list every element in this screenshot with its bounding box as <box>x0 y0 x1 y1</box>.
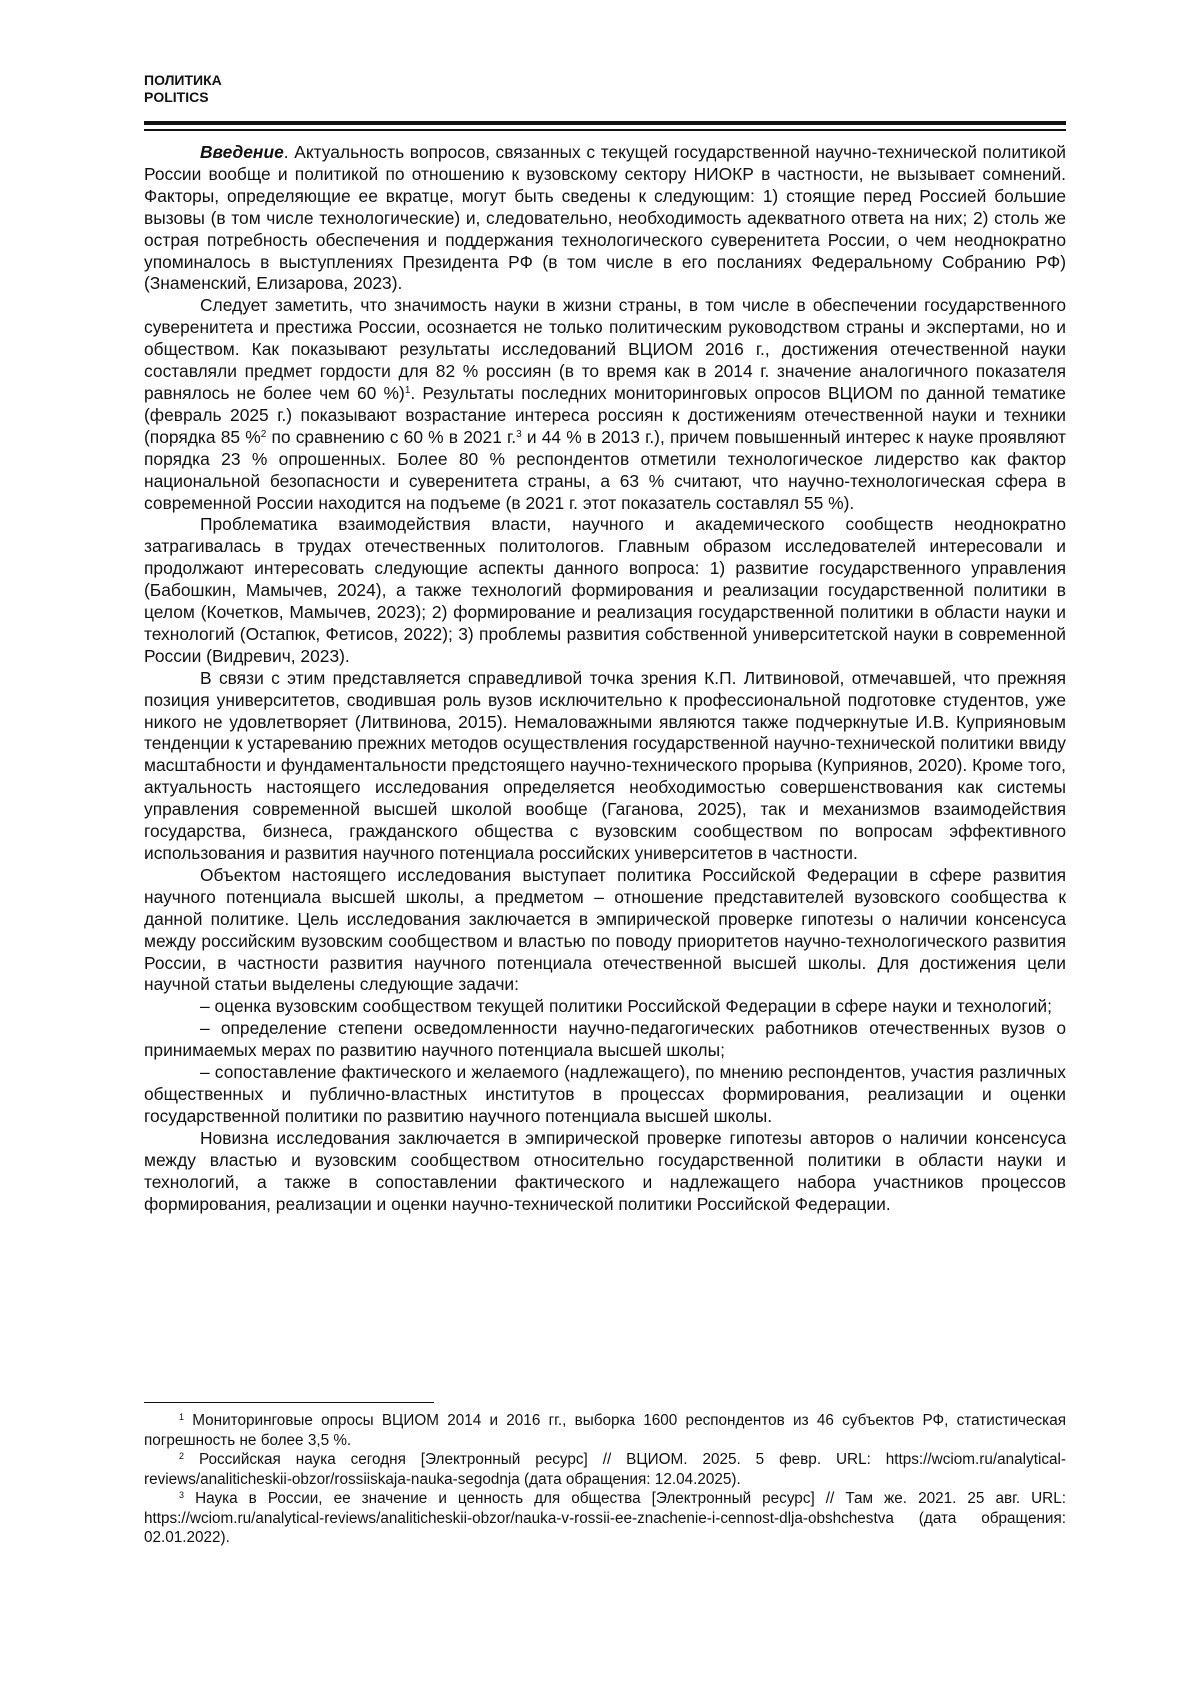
footnote-ref-1[interactable]: 1 <box>404 384 411 396</box>
paragraph-text: Следует заметить, что значимость науки в жизни страны, в том числе в обеспечении государственного суверенитета и престижа России, осознается не только политическим руководством страны и экспертами, но и обществом. Как показывают результаты исследований ВЦИОМ 2016 г., достижения отечественной науки составляли предмет гордости для 82 % россиян (в то время как в 2014 г. значение аналогичного показателя равнялось не более чем 60 %) <box>144 295 1066 403</box>
section-title-en: POLITICS <box>144 89 209 105</box>
paragraph-text: . Актуальность вопросов, связанных с текущей государственной научно-технической политикой России вообще и политикой по отношению к вузовскому сектору НИОКР в частности, не вызывает сомнений. Факторы, определяющие ее вкратце, могут быть сведены к следующим: 1) стоящие перед Россией большие вызовы (в том числе технологические) и, следовательно, необходимость адекватного ответа на них; 2) столь же острая потребность обеспечения и поддержания технологического суверенитета России, о чем неоднократно упоминалось в выступлениях Президента РФ (в том числе в его посланиях Федеральному Собранию РФ) (Знаменский, Елизарова, 2023). <box>144 142 1066 294</box>
paragraph-text: по сравнению с 60 % в 2021 г. <box>266 426 517 447</box>
footnote-ref-2[interactable]: 2 <box>260 428 267 440</box>
footnote-1 <box>144 1411 1066 1450</box>
introduction-label: Введение <box>200 142 284 162</box>
article-body <box>144 142 1066 1215</box>
footnote-3 <box>144 1489 1066 1548</box>
list-item-task-2: – определение степени осведомленности научно-педагогических работников отечественных вузов о принимаемых мерах по развитию научного потенциала высшей школы; <box>144 1018 1066 1061</box>
footnotes <box>144 1411 1066 1548</box>
paragraph-novelty: Новизна исследования заключается в эмпирической проверке гипотезы авторов о наличии консенсуса между властью и вузовским сообществом относительно государственной политики в области науки и технологий, а также в сопоставлении фактического и надлежащего набора участников процессов формирования, реализации и оценки научно-технической политики Российской Федерации. <box>144 1127 1066 1214</box>
footnote-text: Мониторинговые опросы ВЦИОМ 2014 и 2016 гг., выборка 1600 респондентов из 46 субъектов РФ, статистическая погрешность не более 3,5 %. <box>144 1412 1066 1449</box>
footnote-ref-3[interactable]: 3 <box>516 428 522 440</box>
header-rule-thin <box>144 129 1066 131</box>
section-title-ru: ПОЛИТИКА <box>144 72 222 88</box>
footnote-text: Наука в России, ее значение и ценность для общества [Электронный ресурс] // Там же. 2021. 25 авг. URL: https://wciom.ru/analytical-reviews/analiticheskii-obzor/nauka-v-rossii-ee-znachenie-i-cennost-dlja-obshchestva (дата обращения: 02.01.2022). <box>144 1490 1066 1546</box>
running-head <box>144 72 222 106</box>
footnote-mark: 3 <box>179 1490 185 1500</box>
footnote-mark: 2 <box>179 1451 185 1461</box>
list-item-task-1: – оценка вузовским сообществом текущей политики Российской Федерации в сфере науки и технологий; <box>200 996 1052 1017</box>
paragraph-text: . Результаты последних мониторинговых опросов ВЦИОМ по данной тематике (февраль 2025 г.) показывают возрастание интереса россиян к достижениям отечественной науки и техники (порядка 85 % <box>144 382 1066 447</box>
footnote-text: Российская наука сегодня [Электронный ресурс] // ВЦИОМ. 2025. 5 февр. URL: https://wciom.ru/analytical-reviews/analiticheskii-obzor/rossiiskaja-nauka-segodnja (дата обращения: 12.04.2025). <box>144 1451 1066 1488</box>
header-rule-thick <box>144 121 1066 125</box>
paragraph-introduction <box>144 142 1066 295</box>
footnote-2 <box>144 1450 1066 1489</box>
paragraph-object-goal: Объектом настоящего исследования выступает политика Российской Федерации в сфере развития научного потенциала высшей школы, а предметом – отношение представителей вузовского сообщества к данной политике. Цель исследования заключается в эмпирической проверке гипотезы о наличии консенсуса между российским вузовским сообществом и властью по поводу приоритетов научно-технологического развития России, в частности развития научного потенциала отечественной высшей школы. Для достижения цели научной статьи выделены следующие задачи: <box>144 864 1066 995</box>
paragraph-text: и 44 % в 2013 г.), причем повышенный интерес к науке проявляют порядка 23 % опрошенных. Более 80 % респондентов отметили технологическое лидерство как фактор национальной безопасности и суверенитета страны, а 63 % считают, что научно-технологическая сфера в современной России находится на подъеме (в 2021 г. этот показатель составлял 55 %). <box>144 426 1066 513</box>
paragraph-literature: Проблематика взаимодействия власти, научного и академического сообществ неоднократно затрагивалась в трудах отечественных политологов. Главным образом исследователей интересовали и продолжают интересовать следующие аспекты данного вопроса: 1) развитие государственного управления (Бабошкин, Мамычев, 2024), а также технологий формирования и реализации государственной политики в целом (Кочетков, Мамычев, 2023); 2) формирование и реализация государственной политики в области науки и технологий (Остапюк, Фетисов, 2022); 3) проблемы развития собственной университетской науки в современной России (Видревич, 2023). <box>144 514 1066 666</box>
footnote-mark: 1 <box>179 1412 185 1422</box>
footnote-separator <box>144 1402 434 1403</box>
list-item-task-3: – сопоставление фактического и желаемого (надлежащего), по мнению респондентов, участия различных общественных и публично-властных институтов в процессах формирования, реализации и оценки государственной политики по развитию научного потенциала высшей школы. <box>144 1062 1066 1126</box>
paragraph-significance <box>144 295 1066 514</box>
paragraph-relevance: В связи с этим представляется справедливой точка зрения К.П. Литвиновой, отмечавшей, что прежняя позиция университетов, сводившая роль вузов исключительно к профессиональной подготовке студентов, уже никого не удовлетворяет (Литвинова, 2015). Немаловажными являются также подчеркнутые И.В. Куприяновым тенденции к устареванию прежних методов осуществления государственной научно-технической политики ввиду масштабности и фундаментальности предстоящего научно-технического прорыва (Куприянов, 2020). Кроме того, актуальность настоящего исследования определяется необходимостью совершенствования как системы управления современной высшей школой вообще (Гаганова, 2025), так и механизмов взаимодействия государства, бизнеса, гражданского общества с вузовским сообществом по вопросам эффективного использования и развития научного потенциала российских университетов в частности. <box>144 667 1066 863</box>
